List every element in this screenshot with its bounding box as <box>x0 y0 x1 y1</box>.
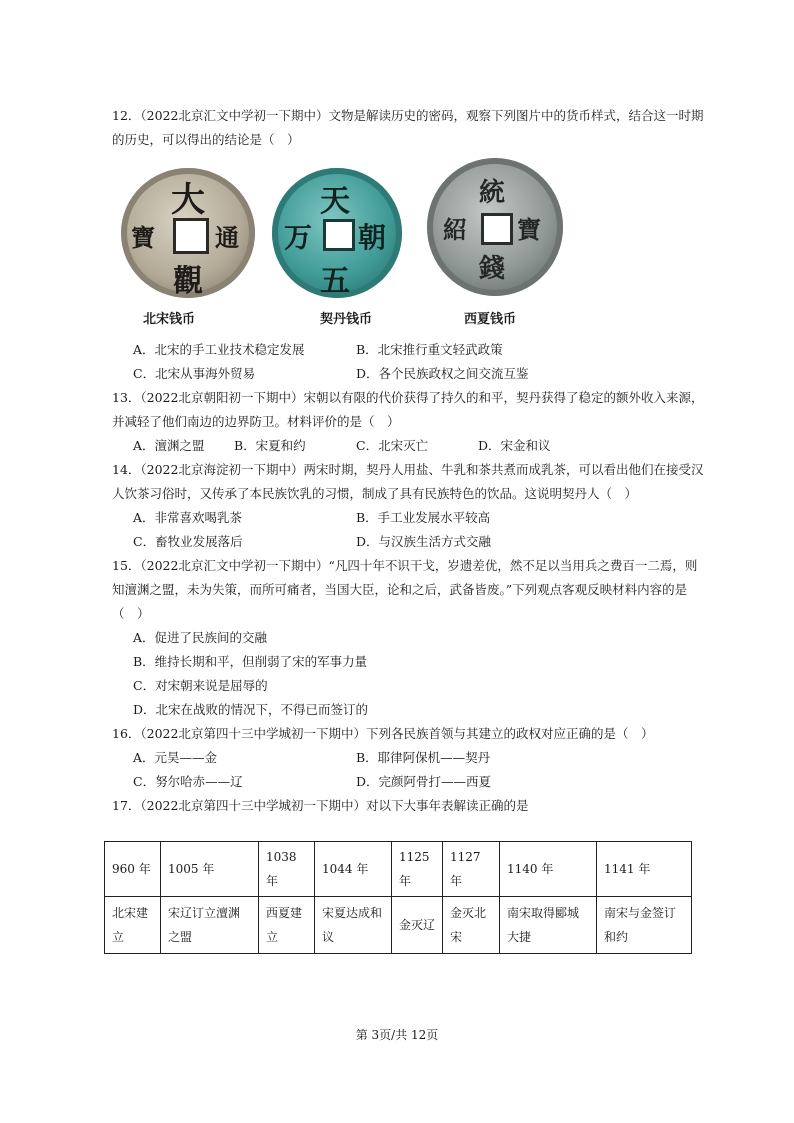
timeline-year-cell: 1141 年 <box>597 842 692 897</box>
q16-stem-line1: 16．（2022北京第四十三中学城初一下期中）下列各民族首领与其建立的政权对应正确的是（ ） <box>112 726 654 741</box>
q15-option-c[interactable]: C．对宋朝来说是屈辱的 <box>133 678 268 693</box>
timeline-year-cell: 1044 年 <box>315 842 392 897</box>
timeline-year-cell: 1125 年 <box>392 842 443 897</box>
q14-option-a[interactable]: A．非常喜欢喝乳茶 <box>133 510 243 525</box>
northern-song-coin-label: 北宋钱币 <box>143 312 196 327</box>
timeline-event-cell: 南宋取得郾城大捷 <box>500 897 597 954</box>
timeline-year-cell: 960 年 <box>105 842 161 897</box>
q14-stem-line1: 14．（2022北京海淀初一下期中）两宋时期，契丹人用盐、牛乳和茶共煮而成乳茶，可以看出他们在接受汉 <box>112 462 704 477</box>
timeline-event-cell: 金灭辽 <box>392 897 443 954</box>
q15-stem-line1: 15．（2022北京汇文中学初一下期中）“凡四十年不识干戈，岁遗差优，然不足以当用兵之费百一二焉，则 <box>112 558 698 573</box>
q15-option-b[interactable]: B．维持长期和平，但削弱了宋的军事力量 <box>133 654 368 669</box>
khitan-coin-label: 契丹钱币 <box>320 312 373 327</box>
q15-option-a[interactable]: A．促进了民族间的交融 <box>133 630 268 645</box>
western-xia-coin-image: 統 錢 紹 寶 <box>427 158 563 296</box>
q12-option-d[interactable]: D．各个民族政权之间交流互鉴 <box>356 366 529 381</box>
q12-stem-line1: 12．（2022北京汇文中学初一下期中）文物是解读历史的密码，观察下列图片中的货币样式，结合这一时期 <box>112 108 704 123</box>
q12-option-b[interactable]: B．北宋推行重文轻武政策 <box>356 342 503 357</box>
timeline-year-cell: 1005 年 <box>161 842 259 897</box>
q17-stem-line1: 17．（2022北京第四十三中学城初一下期中）对以下大事年表解读正确的是 <box>112 798 529 813</box>
q15-option-d[interactable]: D．北宋在战败的情况下，不得已而签订的 <box>133 702 369 717</box>
timeline-years-row <box>105 842 692 897</box>
q13-option-d[interactable]: D．宋金和议 <box>478 438 551 453</box>
timeline-year-cell: 1038 年 <box>259 842 315 897</box>
q12-stem-line2: 的历史，可以得出的结论是（ ） <box>112 132 300 147</box>
western-xia-coin-label: 西夏钱币 <box>464 312 517 327</box>
page-footer: 第 3页/共 12页 <box>355 1028 439 1042</box>
timeline-event-cell: 北宋建立 <box>105 897 161 954</box>
q16-option-a[interactable]: A．元昊——金 <box>133 750 218 765</box>
q13-option-a[interactable]: A．澶渊之盟 <box>133 438 205 453</box>
timeline-table <box>104 841 692 954</box>
timeline-year-cell: 1140 年 <box>500 842 597 897</box>
timeline-events-row <box>105 897 692 954</box>
timeline-event-cell: 金灭北宋 <box>443 897 500 954</box>
timeline-event-cell: 南宋与金签订和约 <box>597 897 692 954</box>
q13-option-b[interactable]: B．宋夏和约 <box>234 438 306 453</box>
q16-option-d[interactable]: D．完颜阿骨打——西夏 <box>356 774 492 789</box>
northern-song-coin-image: 大 觀 寶 通 <box>121 168 255 298</box>
q13-option-c[interactable]: C．北宋灭亡 <box>356 438 429 453</box>
q14-option-d[interactable]: D．与汉族生活方式交融 <box>356 534 492 549</box>
q16-option-b[interactable]: B．耶律阿保机——契丹 <box>356 750 491 765</box>
timeline-event-cell: 宋夏达成和议 <box>315 897 392 954</box>
q12-option-a[interactable]: A．北宋的手工业技术稳定发展 <box>133 342 305 357</box>
q16-option-c[interactable]: C．努尔哈赤——辽 <box>133 774 243 789</box>
khitan-coin-image: 天 五 万 朝 <box>272 168 402 298</box>
q13-stem-line2: 并减轻了他们南边的边界防卫。材料评价的是（ ） <box>112 414 400 429</box>
q15-stem-line2: 知澶渊之盟，未为失策，而所可痛者，当国大臣，论和之后，武备皆废。”下列观点客观反映材料内容的是 <box>112 582 688 597</box>
q14-option-c[interactable]: C．畜牧业发展落后 <box>133 534 243 549</box>
q13-stem-line1: 13．（2022北京朝阳初一下期中）宋朝以有限的代价获得了持久的和平，契丹获得了稳定的额外收入来源， <box>112 390 704 405</box>
timeline-year-cell: 1127 年 <box>443 842 500 897</box>
q12-option-c[interactable]: C．北宋从事海外贸易 <box>133 366 256 381</box>
timeline-event-cell: 西夏建立 <box>259 897 315 954</box>
timeline-event-cell: 宋辽订立澶渊之盟 <box>161 897 259 954</box>
q14-stem-line2: 人饮茶习俗时，又传承了本民族饮乳的习惯，制成了具有民族特色的饮品。这说明契丹人（ ） <box>112 486 638 501</box>
q14-option-b[interactable]: B．手工业发展水平较高 <box>356 510 491 525</box>
q15-stem-line3: （ ） <box>112 606 150 621</box>
